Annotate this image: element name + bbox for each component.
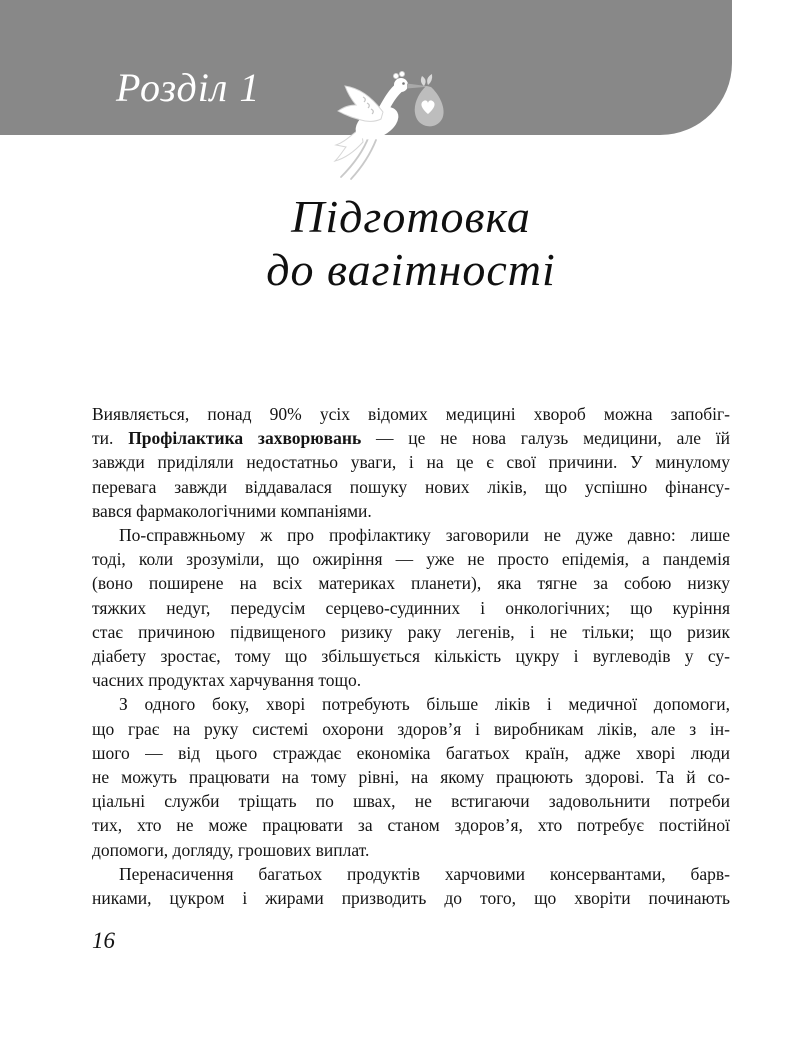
text-line: никами, цукром і жирами призводить до того, що хворіти починають bbox=[92, 888, 730, 909]
text-line: (воно поширене на всіх материках планети), яка тягне за собою низку bbox=[92, 573, 730, 594]
text-line: часних продуктах харчування тощо. bbox=[92, 670, 362, 691]
stork-tuft bbox=[393, 73, 398, 78]
text-line: Перенасичення багатьох продуктів харчовими консервантами, барв- bbox=[119, 863, 730, 884]
text-line: діабету зростає, тому що збільшується кількість цукру і вуглеводів у су- bbox=[92, 646, 730, 667]
text-line: ціальні служби тріщать по швах, не встигаючи задовольнити потреби bbox=[92, 791, 730, 812]
title-line-2: до вагітності bbox=[266, 244, 556, 295]
text-line: завжди приділяли недостатньо уваги, і на це є свої причини. У минулому bbox=[92, 452, 730, 473]
text-line: не можуть працювати на тому рівні, на якому працюють здорові. Та й со- bbox=[92, 767, 730, 788]
text-line: тих, хто не може працювати за станом здоров’я, хто потребує постійної bbox=[92, 815, 730, 836]
text-line: З одного боку, хворі потребують більше ліків і медичної допомоги, bbox=[119, 694, 730, 715]
chapter-title bbox=[92, 190, 730, 296]
stork-icon bbox=[333, 56, 465, 182]
bundle-knot bbox=[427, 74, 432, 85]
text-line: тяжких недуг, передусім серцево-судинних і онкологічних; що куріння bbox=[92, 597, 730, 618]
stork-tuft bbox=[399, 71, 404, 76]
stork-wing bbox=[338, 86, 383, 121]
text-line: допомоги, догляду, грошових виплат. bbox=[92, 839, 370, 860]
text-line: По-справжньому ж про профілактику заговорили не дуже давно: лише bbox=[119, 525, 730, 546]
text-line: ти. Профілактика захворювань — це не нова галузь медицини, але їй bbox=[92, 428, 730, 449]
title-line-1: Підготовка bbox=[291, 191, 531, 242]
text-line: вався фармакологічними компаніями. bbox=[92, 500, 372, 521]
text-line: тоді, коли зрозуміли, що ожиріння — уже не просто епідемія, а пандемія bbox=[92, 549, 730, 570]
bundle-knot bbox=[421, 76, 426, 86]
page-number: 16 bbox=[92, 928, 115, 953]
body-text bbox=[92, 402, 730, 910]
text-line: перевага завжди віддавалася пошуку нових ліків, що успішно фінансу- bbox=[92, 476, 730, 497]
text-line: що грає на руку системі охорони здоров’я і виробникам ліків, але з ін- bbox=[92, 718, 730, 739]
stork-eye bbox=[402, 82, 405, 85]
text-line: шого — від цього страждає економіка багатьох країн, адже хворі люди bbox=[92, 742, 730, 763]
text-line: стає причиною підвищеного ризику раку легенів, і не тільки; що ризик bbox=[92, 621, 730, 642]
text-line: Виявляється, понад 90% усіх відомих медицині хвороб можна запобіг- bbox=[92, 404, 730, 424]
stork-head bbox=[394, 78, 408, 92]
chapter-label: Розділ 1 bbox=[116, 65, 261, 110]
